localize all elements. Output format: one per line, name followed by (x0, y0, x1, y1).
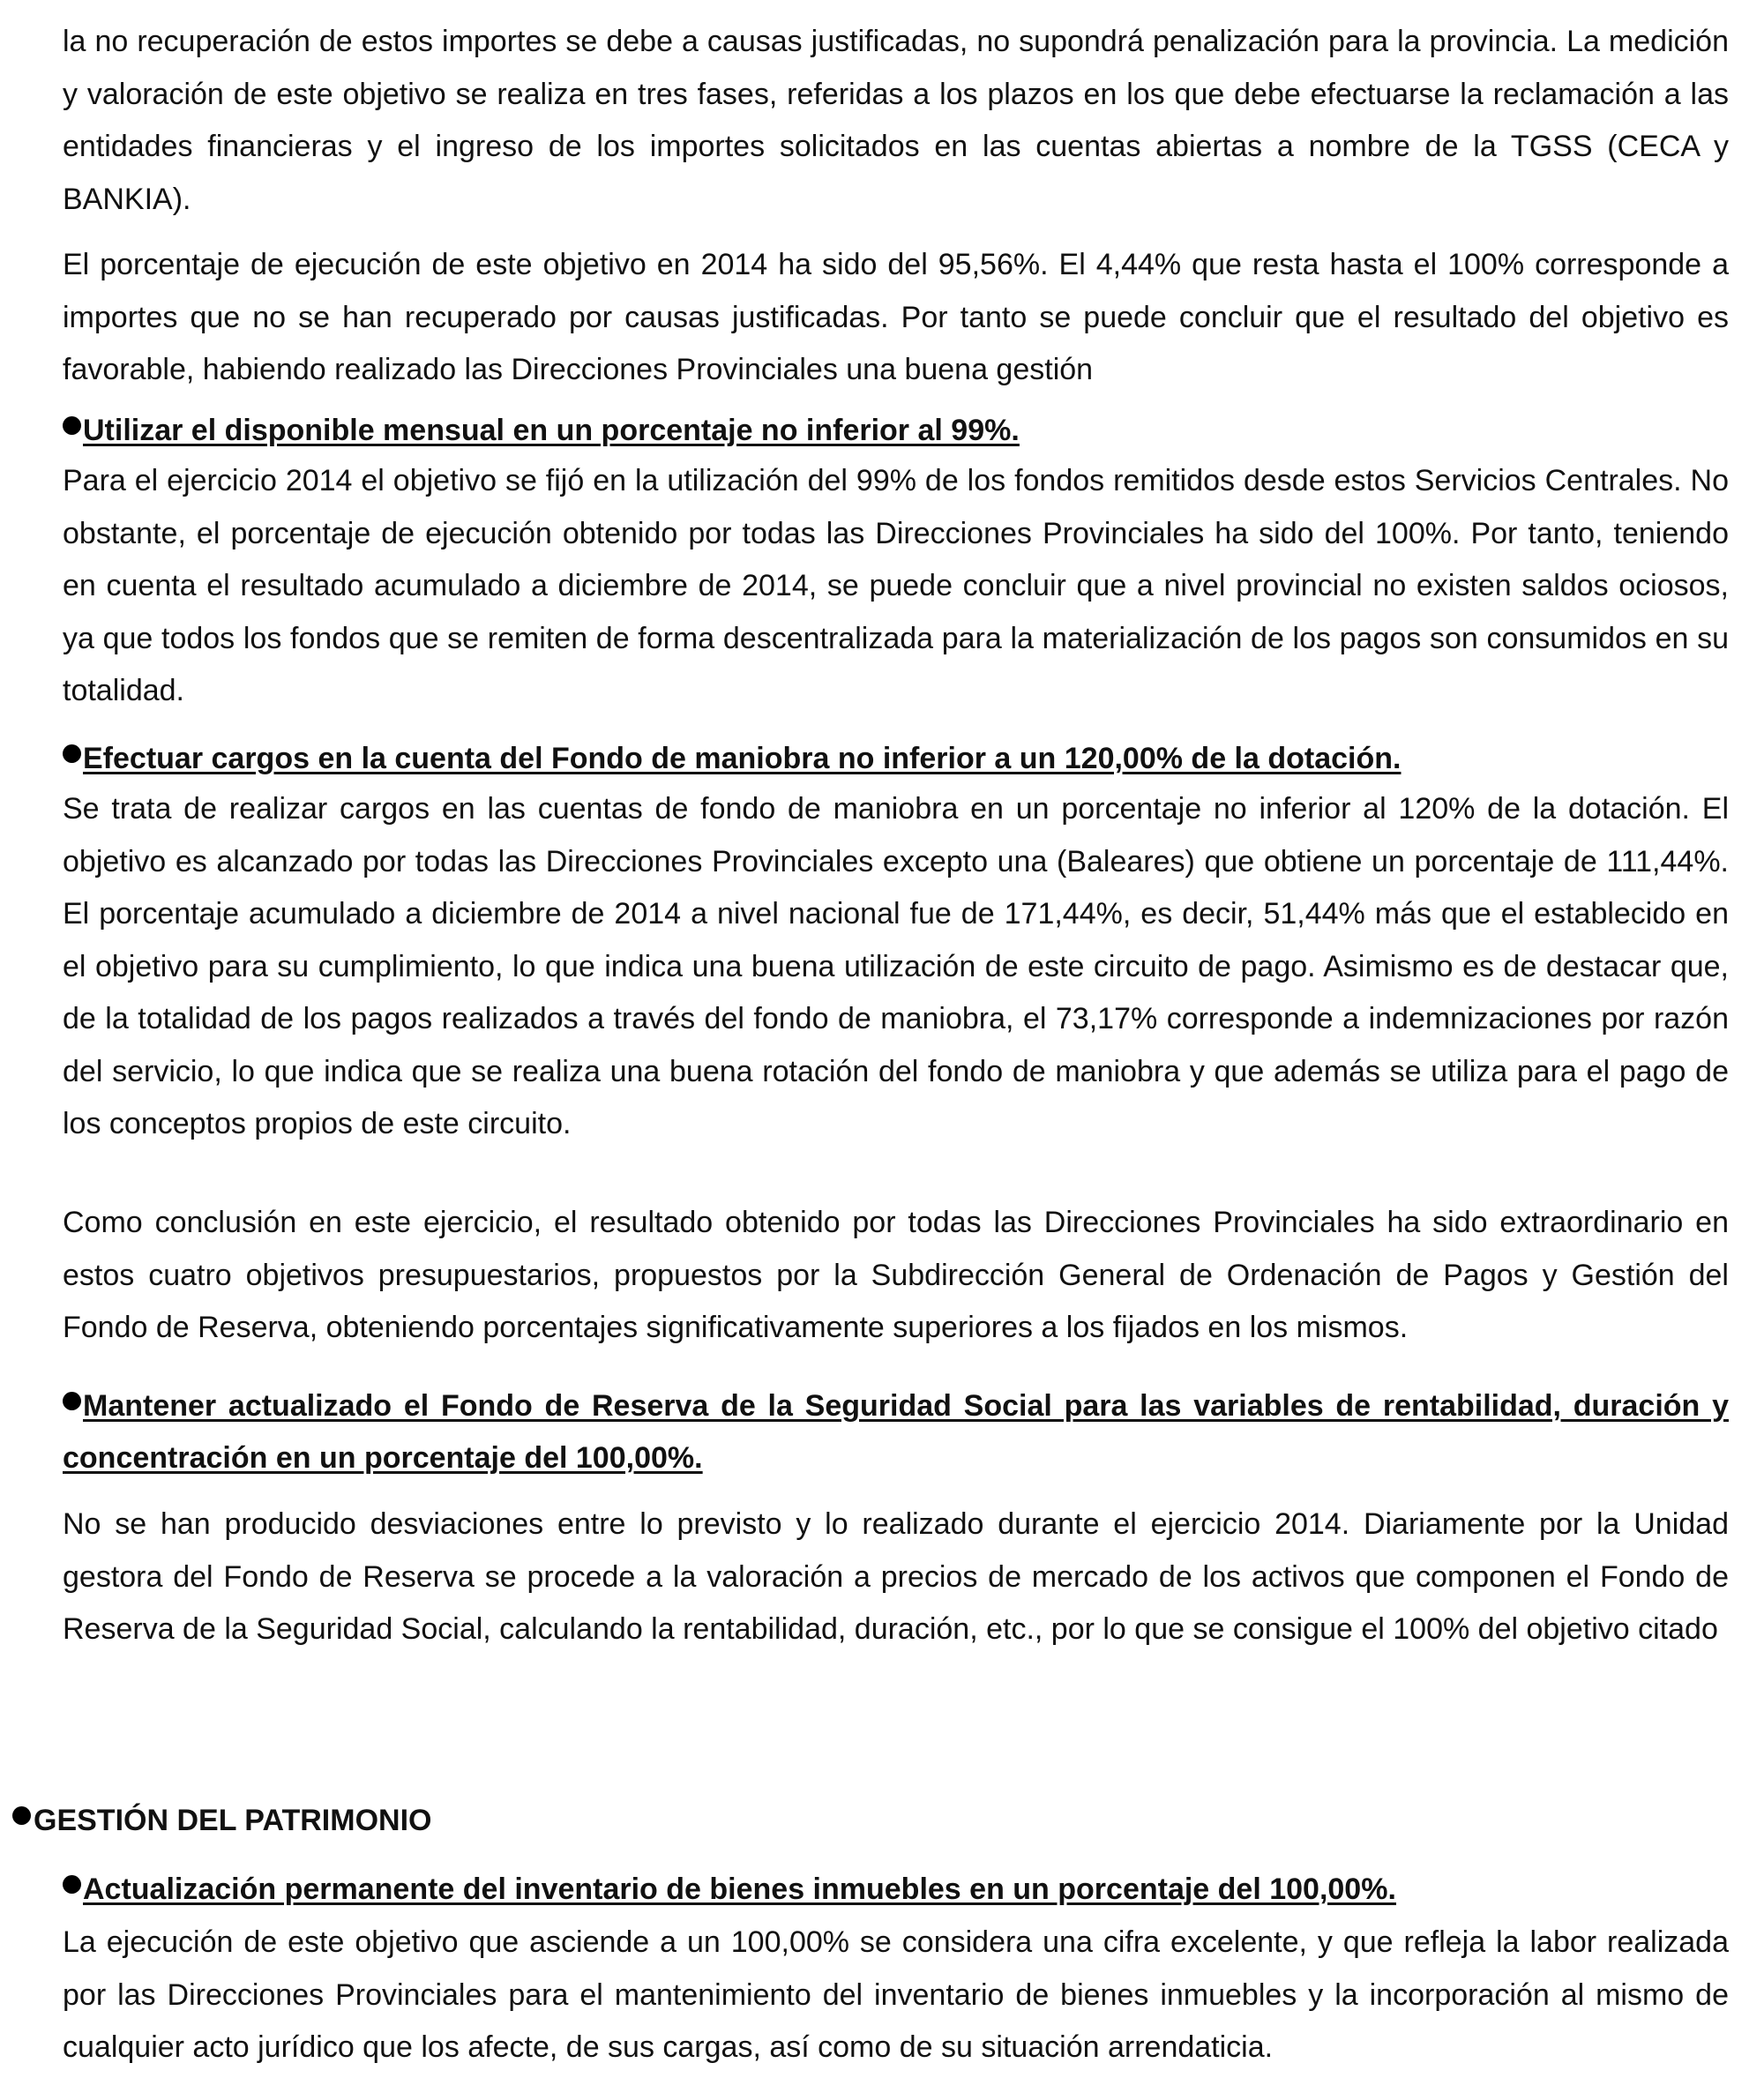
heading-fondo-reserva (63, 1380, 1729, 1484)
bullet-icon (63, 1875, 81, 1894)
heading-text: Actualización permanente del inventario de bienes inmuebles en un porcentaje del 100,00%. (83, 1872, 1396, 1906)
bullet-icon (63, 416, 81, 435)
bullet-icon (63, 744, 81, 763)
heading-text: Utilizar el disponible mensual en un porcentaje no inferior al 99%. (83, 414, 1020, 447)
paragraph-recuperacion: la no recuperación de estos importes se debe a causas justificadas, no supondrá penalización para la provincia. La medición y valoración de este objetivo se realiza en tres fases, referidas a los plazos en los que debe efectuarse la reclamación a las entidades financieras y el ingreso de los importes solicitados en las cuentas abiertas a nombre de la TGSS (CECA y BANKIA). (63, 25, 1729, 216)
paragraph-ejecucion-inventario: La ejecución de este objetivo que asciende a un 100,00% se considera una cifra excelente, y que refleja la labor realizada por las Direcciones Provinciales para el mantenimiento del inventario de bienes inmuebles y la incorporación al mismo de cualquier acto jurídico que los afecte, de sus cargas, así como de su situación arrendaticia. (63, 1925, 1729, 2064)
paragraph-conclusion: Como conclusión en este ejercicio, el resultado obtenido por todas las Direcciones Provinciales ha sido extraordinario en estos cuatro objetivos presupuestarios, propuestos por la Subdirección General de Ordenación de Pagos y Gestión del Fondo de Reserva, obteniendo porcentajes significativamente superiores a los fijados en los mismos. (63, 1206, 1729, 1344)
section-title-text: GESTIÓN DEL PATRIMONIO (34, 1804, 432, 1837)
heading-text: Efectuar cargos en la cuenta del Fondo de maniobra no inferior a un 120,00% de la dotación. (83, 742, 1401, 775)
bullet-icon (12, 1806, 31, 1825)
bullet-icon (63, 1392, 81, 1410)
paragraph-porcentaje-ejecucion: El porcentaje de ejecución de este objetivo en 2014 ha sido del 95,56%. El 4,44% que resta hasta el 100% corresponde a importes que no se han recuperado por causas justificadas. Por tanto se puede concluir que el resultado del objetivo es favorable, habiendo realizado las Direcciones Provinciales una buena gestión (63, 248, 1729, 386)
section-title-gestion-patrimonio (12, 1795, 431, 1846)
paragraph-desviaciones: No se han producido desviaciones entre lo previsto y lo realizado durante el ejercicio 2014. Diariamente por la Unidad gestora del Fondo de Reserva se procede a la valoración a precios de mercado de los activos que componen el Fondo de Reserva de la Seguridad Social, calculando la rentabilidad, duración, etc., por lo que se consigue el 100% del objetivo citado (63, 1507, 1729, 1646)
paragraph-cargos-fondo: Se trata de realizar cargos en las cuentas de fondo de maniobra en un porcentaje no inferior al 120% de la dotación. El objetivo es alcanzado por todas las Direcciones Provinciales excepto una (Baleares) que obtiene un porcentaje de 111,44%. El porcentaje acumulado a diciembre de 2014 a nivel nacional fue de 171,44%, es decir, 51,44% más que el establecido en el objetivo para su cumplimiento, lo que indica una buena utilización de este circuito de pago. Asimismo es de destacar que, de la totalidad de los pagos realizados a través del fondo de maniobra, el 73,17% corresponde a indemnizaciones por razón del servicio, lo que indica que se realiza una buena rotación del fondo de maniobra y que además se utiliza para el pago de los conceptos propios de este circuito. (63, 792, 1729, 1140)
heading-fondo-maniobra (63, 733, 1729, 784)
heading-text: Mantener actualizado el Fondo de Reserva de la Seguridad Social para las variables de rentabilidad, duración y concentración en un porcentaje del 100,00%. (63, 1389, 1729, 1475)
heading-disponible-mensual (63, 405, 1729, 456)
paragraph-ejercicio-2014: Para el ejercicio 2014 el objetivo se fijó en la utilización del 99% de los fondos remitidos desde estos Servicios Centrales. No obstante, el porcentaje de ejecución obtenido por todas las Direcciones Provinciales ha sido del 100%. Por tanto, teniendo en cuenta el resultado acumulado a diciembre de 2014, se puede concluir que a nivel provincial no existen saldos ociosos, ya que todos los fondos que se remiten de forma descentralizada para la materialización de los pagos son consumidos en su totalidad. (63, 464, 1729, 707)
heading-inventario (63, 1864, 1729, 1915)
